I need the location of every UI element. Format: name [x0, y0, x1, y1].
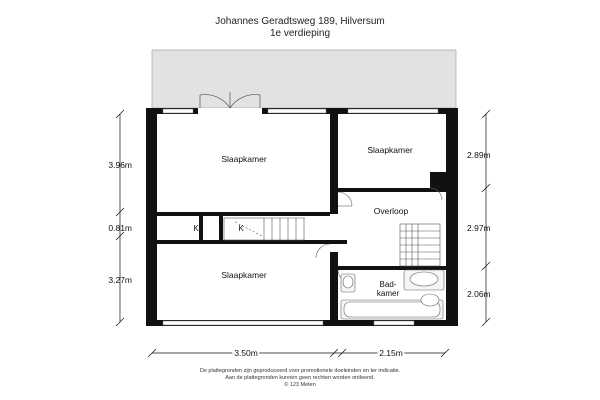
outer-walls: [146, 108, 458, 326]
dimension-left-1: 3.96m: [108, 160, 132, 170]
plan-floor-subtitle: 1e verdieping: [269, 28, 331, 39]
plan-address-title: Johannes Geradtsweg 189, Hilversum: [215, 16, 385, 27]
bottom-dimension-line: [148, 349, 449, 357]
dimension-right-2: 2.97m: [467, 223, 491, 233]
room-label-kast-2: K: [238, 224, 244, 233]
room-label-badkamer-line1: Bad-: [379, 280, 397, 289]
room-label-kast-1: K: [193, 224, 199, 233]
dimension-right-1: 2.89m: [467, 150, 491, 160]
room-label-slaapkamer-bottom: Slaapkamer: [221, 270, 267, 280]
footer-copyright: © 123 Meten: [284, 382, 316, 388]
balcony-door-opening: [198, 108, 262, 114]
footer-disclaimer-line-1: De plattegronden zijn geproduceerd voor promotionele doeleinden en ter indicatie.: [199, 368, 401, 374]
dimension-right-3: 2.06m: [467, 289, 491, 299]
dimension-bottom-1: 3.50m: [234, 348, 258, 358]
dimension-left-3: 3.27m: [108, 275, 132, 285]
left-dimension-line: [116, 110, 124, 326]
dimension-left-2: 0.81m: [108, 223, 132, 233]
room-label-overloop: Overloop: [373, 206, 409, 216]
room-label-badkamer-line2: kamer: [376, 289, 400, 298]
footer-disclaimer-line-2: Aan de plattegronden kunnen geen rechten worden ontleend.: [225, 375, 375, 381]
room-label-slaapkamer-left-top: Slaapkamer: [221, 154, 267, 164]
dimension-bottom-2: 2.15m: [379, 348, 403, 358]
room-label-slaapkamer-right-top: Slaapkamer: [367, 145, 413, 155]
balcony-area: [152, 50, 456, 108]
